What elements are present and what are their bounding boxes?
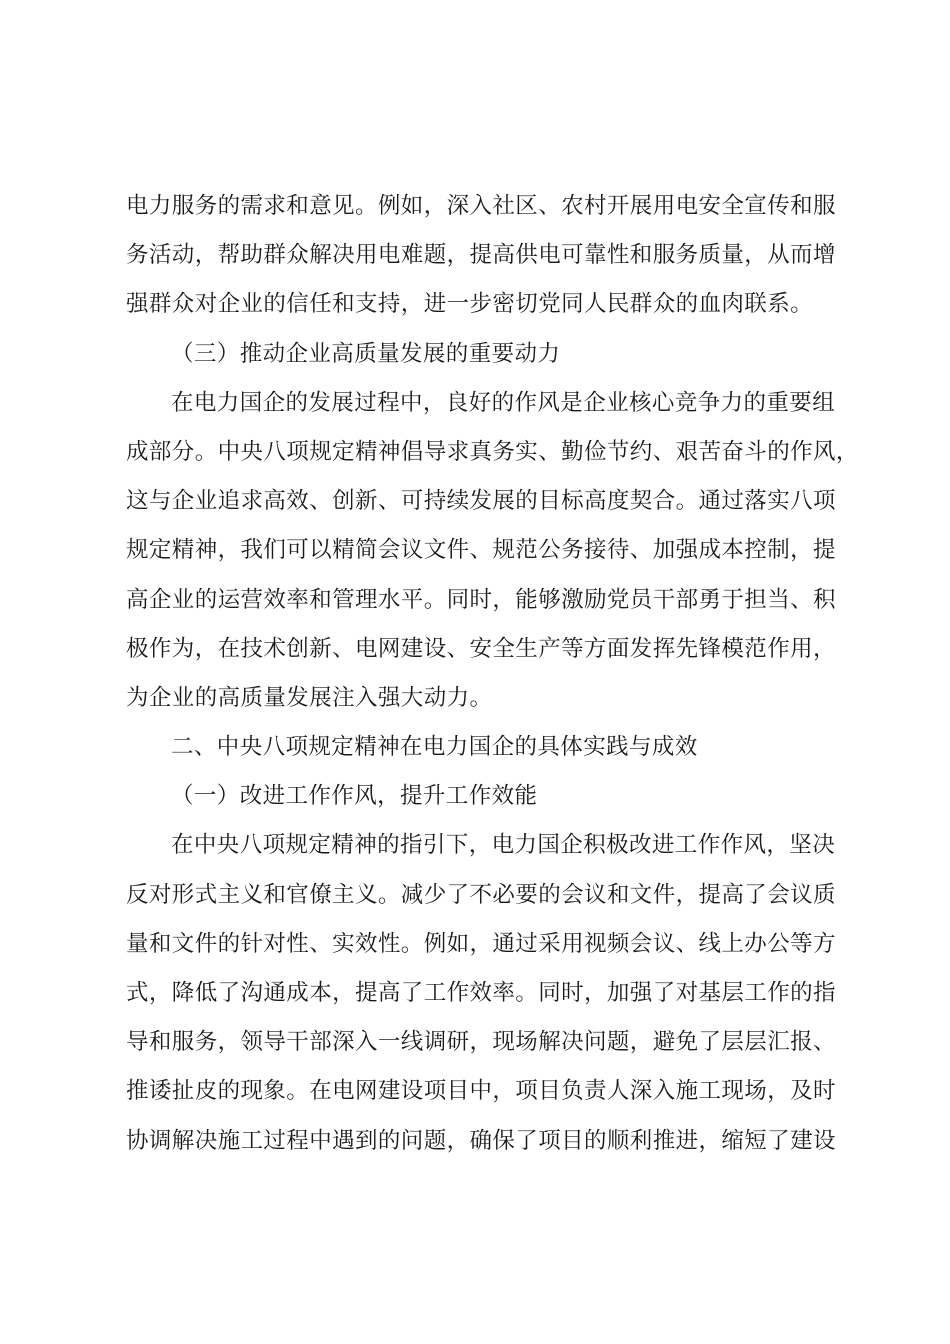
- section-heading: （一）改进工作作风，提升工作效能: [171, 783, 538, 810]
- text-line: 反对形式主义和官僚主义。减少了不必要的会议和文件，提高了会议质: [126, 881, 836, 908]
- section-heading: （三）推动企业高质量发展的重要动力: [171, 340, 561, 367]
- text-line: 式，降低了沟通成本，提高了工作效率。同时，加强了对基层工作的指: [126, 980, 836, 1006]
- text-line: 推诿扯皮的现象。在电网建设项目中，项目负责人深入施工现场，及时: [126, 1078, 836, 1105]
- text-line: 电力服务的需求和意见。例如，深入社区、农村开展用电安全宣传和服: [126, 193, 836, 219]
- text-line: 成部分。中央八项规定精神倡导求真务实、勤俭节约、艰苦奋斗的作风，: [126, 438, 859, 465]
- paragraph-first-line: 在电力国企的发展过程中，良好的作风是企业核心竞争力的重要组: [171, 389, 836, 416]
- paragraph-first-line: 在中央八项规定精神的指引下，电力国企积极改进工作作风，坚决: [171, 832, 836, 859]
- chapter-heading: 二、中央八项规定精神在电力国企的具体实践与成效: [171, 734, 698, 761]
- text-line: 导和服务，领导干部深入一线调研，现场解决问题，避免了层层汇报、: [126, 1029, 836, 1056]
- text-line: 协调解决施工过程中遇到的问题，确保了项目的顺利推进，缩短了建设: [126, 1127, 836, 1154]
- text-line: 这与企业追求高效、创新、可持续发展的目标高度契合。通过落实八项: [126, 488, 836, 515]
- text-line: 规定精神，我们可以精简会议文件、规范公务接待、加强成本控制，提: [126, 537, 836, 564]
- text-line: 强群众对企业的信任和支持，进一步密切党同人民群众的血肉联系。: [126, 291, 814, 318]
- text-line: 为企业的高质量发展注入强大动力。: [126, 684, 493, 711]
- text-line: 务活动，帮助群众解决用电难题，提高供电可靠性和服务质量，从而增: [126, 242, 836, 269]
- text-line: 量和文件的针对性、实效性。例如，通过采用视频会议、线上办公等方: [126, 930, 836, 957]
- body-text: [126, 182, 859, 1166]
- text-line: 极作为，在技术创新、电网建设、安全生产等方面发挥先锋模范作用，: [126, 635, 836, 662]
- text-line: 高企业的运营效率和管理水平。同时，能够激励党员干部勇于担当、积: [126, 586, 836, 613]
